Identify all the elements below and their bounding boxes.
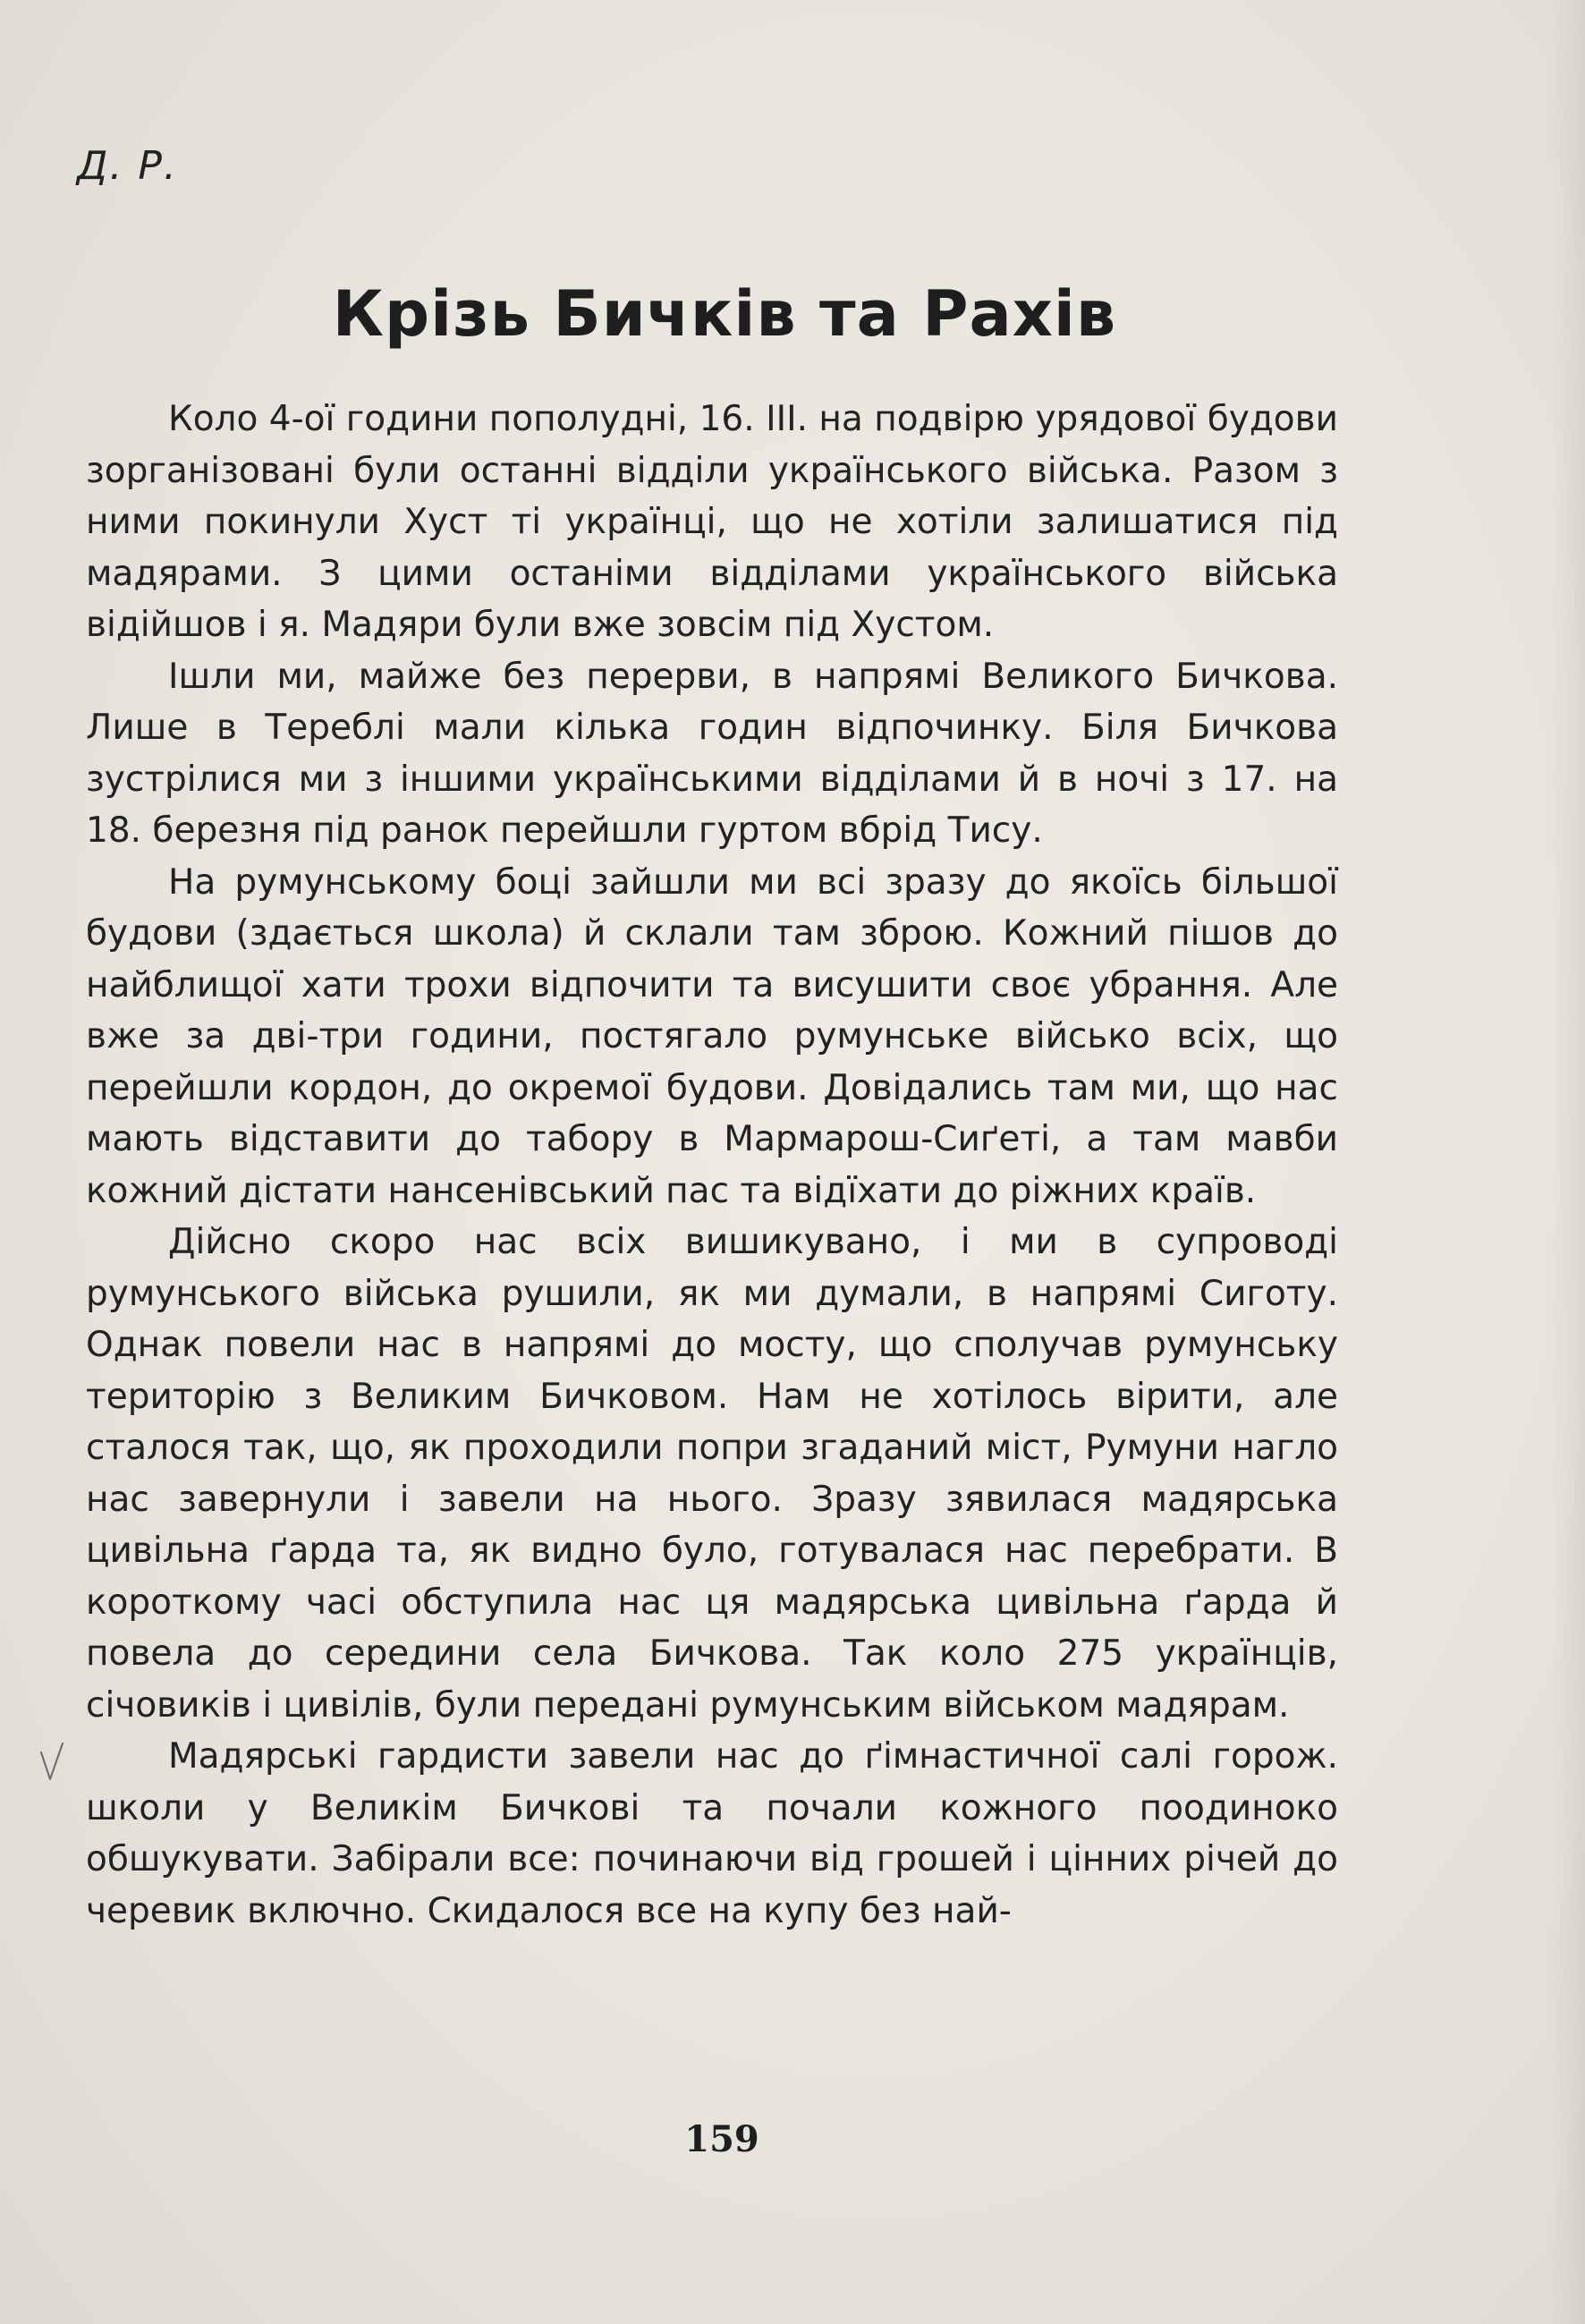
paragraph-1: Коло 4-ої години пополудні, 16. III. на подвірю урядової будови зорганізовані були останні відділи українського війська. Разом з ними покинули Хуст ті українці, що не хотіли залишатися під мадярами. З цими останіми відділами українського війська відійшов і я. Мадяри були вже зовсім під Хустом. (86, 399, 1338, 645)
body-text (86, 394, 1338, 1937)
paragraph-3: На румунському боці зайшли ми всі зразу до якоїсь більшої будови (здається школа) й склали там зброю. Кожний пішов до найблищої хати трохи відпочити та висушити своє убрання. Але вже за дві-три години, постягало румунське військо всіх, що перейшли кордон, до окремої будови. Довідались там ми, що нас мають відставити до табору в Мармарош-Сиґеті, а там мавби кожний дістати нансенівський пас та відїхати до ріжних країв. (86, 861, 1338, 1211)
page-edge-shadow (1549, 0, 1585, 2324)
paragraph-4: Дійсно скоро нас всіх вишикувано, і ми в супроводі румунського війська рушили, як ми думали, в напрямі Сиготу. Однак повели нас в напрямі до мосту, що сполучав румунську територію з Великим Бичковом. Нам не хотілось вірити, але сталося так, що, як проходили попри згаданий міст, Румуни нагло нас завернули і завели на нього. Зразу зявилася мадярська цивільна ґарда та, як видно було, готувалася нас перебрати. В короткому часі обступила нас ця мадярська цивільна ґарда й повела до середини села Бичкова. Так коло 275 українців, січовиків і цивілів, були передані румунським військом мадярам. (86, 1222, 1338, 1726)
chapter-title: Крізь Бичків та Рахів (332, 277, 1117, 351)
paragraph-5: Мадярські гардисти завели нас до ґімнастичної салі горож. школи у Великім Бичкові та почали кожного поодиноко обшукувати. Забірали все: починаючи від грошей і цінних річей до черевик включно. Скидалося все на купу без най- (86, 1736, 1338, 1931)
page-number: 159 (684, 2118, 759, 2160)
paragraph-2: Ішли ми, майже без перерви, в напрямі Великого Бичкова. Лише в Тереблі мали кілька годин відпочинку. Біля Бичкова зустрілися ми з іншими українськими відділами й в ночі з 17. на 18. березня під ранок перейшли гуртом вбрід Тису. (86, 656, 1338, 851)
author-initials: Д. Р. (77, 143, 178, 189)
pencil-check-mark (38, 1740, 68, 1785)
